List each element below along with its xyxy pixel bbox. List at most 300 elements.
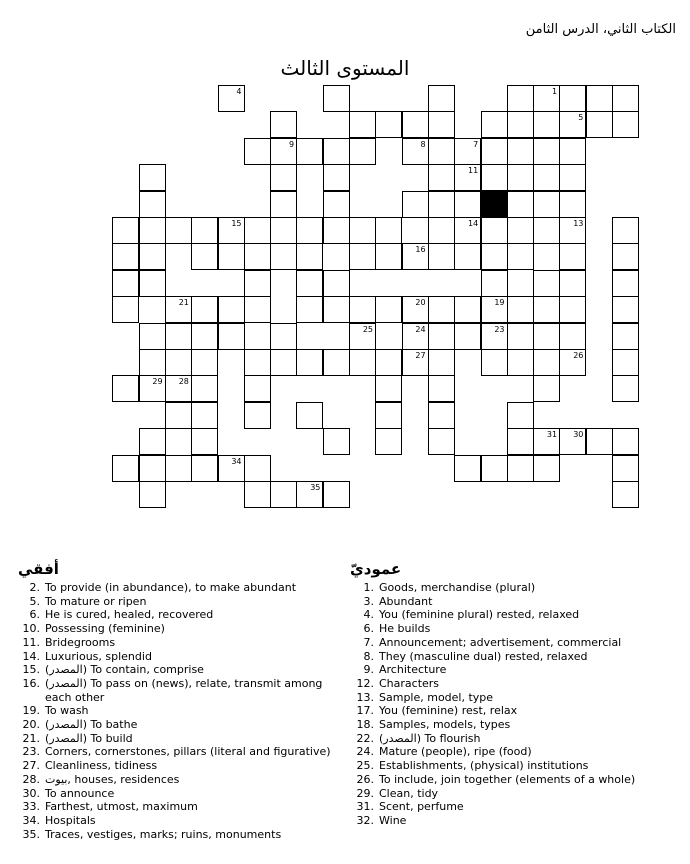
grid-cell[interactable]: [533, 138, 560, 165]
clue-item: [352, 650, 682, 664]
clue-item: [18, 677, 338, 704]
grid-cell[interactable]: [533, 111, 560, 138]
clue-item-text: He is cured, healed, recovered: [45, 608, 214, 622]
grid-cell[interactable]: [349, 138, 376, 165]
grid-cell[interactable]: [559, 428, 586, 455]
grid-cell[interactable]: [428, 138, 455, 165]
grid-cell[interactable]: [559, 164, 586, 191]
grid-cell[interactable]: [296, 402, 323, 429]
grid-cell[interactable]: [323, 270, 350, 297]
clue-item-number: 34.: [22, 813, 40, 827]
clue-item-number: 4.: [363, 608, 374, 622]
clue-item: [352, 732, 682, 746]
grid-cell[interactable]: [507, 428, 534, 455]
grid-cell[interactable]: [428, 402, 455, 429]
grid-cell[interactable]: [270, 243, 297, 270]
grid-cell[interactable]: [244, 138, 271, 165]
grid-cell[interactable]: [270, 138, 297, 165]
grid-cell[interactable]: [323, 217, 350, 244]
clue-number: 29: [152, 377, 163, 387]
grid-cell[interactable]: [296, 270, 323, 297]
clue-item: [352, 691, 682, 705]
grid-cell[interactable]: [218, 217, 245, 244]
grid-cell[interactable]: [559, 349, 586, 376]
grid-cell[interactable]: [349, 243, 376, 270]
grid-cell[interactable]: [139, 270, 166, 297]
clue-item: [352, 745, 682, 759]
grid-cell[interactable]: [349, 296, 376, 323]
grid-cell[interactable]: [191, 455, 218, 482]
grid-cell[interactable]: [507, 111, 534, 138]
clue-number: 8: [420, 139, 426, 149]
grid-cell[interactable]: [612, 481, 639, 508]
grid-cell[interactable]: [533, 191, 560, 218]
clue-item-number: 23.: [22, 745, 40, 759]
grid-cell[interactable]: [323, 428, 350, 455]
grid-cell[interactable]: [244, 402, 271, 429]
grid-cell[interactable]: [402, 138, 429, 165]
grid-cell[interactable]: [559, 243, 586, 270]
clue-item-number: 10.: [22, 622, 40, 636]
clue-item-text: To announce: [45, 786, 115, 800]
clue-number: 15: [231, 219, 242, 228]
clue-item-text: (المصدر) To contain, comprise: [45, 663, 204, 677]
clue-item-text: Samples, models, types: [379, 718, 511, 732]
grid-cell[interactable]: [507, 455, 534, 482]
grid-cell[interactable]: [481, 349, 508, 376]
clue-item-text: To wash: [45, 704, 89, 718]
grid-cell[interactable]: [428, 375, 455, 402]
grid-cell[interactable]: [533, 455, 560, 482]
clue-number: 16: [415, 245, 426, 255]
clue-item-number: 19.: [22, 704, 40, 718]
clue-item-text: To mature or ripen: [45, 594, 147, 608]
clue-number: 34: [231, 456, 242, 466]
clue-number: 7: [473, 139, 479, 149]
grid-cell[interactable]: [533, 296, 560, 323]
clue-item-text: Goods, merchandise (plural): [379, 581, 536, 594]
grid-cell[interactable]: [218, 455, 245, 482]
grid-cell[interactable]: [402, 111, 429, 138]
clue-item-text: (المصدر) To flourish: [379, 731, 481, 745]
grid-cell[interactable]: [507, 243, 534, 270]
grid-cell[interactable]: [428, 217, 455, 244]
grid-cell[interactable]: [612, 455, 639, 482]
grid-cell[interactable]: [454, 243, 481, 270]
grid-cell[interactable]: [296, 243, 323, 270]
clue-item-text: Hospitals: [45, 813, 96, 827]
clue-item-text: Luxurious, splendid: [45, 649, 152, 663]
clue-item-text: Possessing (feminine): [45, 622, 165, 636]
clue-item-text: Announcement; advertisement, commercial: [379, 635, 622, 649]
grid-cell[interactable]: [454, 455, 481, 482]
grid-cell[interactable]: [112, 375, 139, 402]
grid-cell[interactable]: [296, 296, 323, 323]
grid-cell[interactable]: [139, 349, 166, 376]
clue-item-text: Wine: [379, 813, 407, 827]
grid-cell[interactable]: [612, 323, 639, 350]
grid-cell[interactable]: [112, 270, 139, 297]
grid-cell[interactable]: [428, 296, 455, 323]
grid-cell[interactable]: [349, 349, 376, 376]
grid-cell[interactable]: [218, 323, 245, 350]
grid-cell[interactable]: [323, 349, 350, 376]
grid-cell[interactable]: [481, 243, 508, 270]
clue-item: [352, 663, 682, 677]
grid-cell[interactable]: [375, 375, 402, 402]
grid-cell[interactable]: [586, 111, 613, 138]
grid-cell[interactable]: [191, 243, 218, 270]
clue-item: [352, 787, 682, 801]
across-heading: أفقي: [18, 560, 59, 578]
clue-item-number: 35.: [22, 827, 40, 841]
grid-cell[interactable]: [559, 111, 586, 138]
clue-item-number: 6.: [363, 622, 374, 636]
grid-cell[interactable]: [533, 428, 560, 455]
clue-item: [18, 718, 338, 732]
clue-item-text: Architecture: [379, 663, 447, 677]
grid-cell[interactable]: [139, 375, 166, 402]
grid-cell[interactable]: [402, 296, 429, 323]
grid-cell[interactable]: [428, 85, 455, 112]
grid-cell[interactable]: [507, 217, 534, 244]
book-lesson-header: الكتاب الثاني، الدرس الثامن: [525, 22, 676, 37]
grid-cell[interactable]: [481, 111, 508, 138]
clue-item: [18, 663, 338, 677]
clue-item-number: 16.: [22, 676, 40, 690]
grid-cell[interactable]: [139, 323, 166, 350]
clue-item-number: 5.: [29, 594, 40, 608]
grid-cell[interactable]: [375, 428, 402, 455]
grid-cell[interactable]: [375, 402, 402, 429]
clue-number: 14: [468, 219, 479, 228]
grid-cell[interactable]: [139, 243, 166, 270]
clue-item-number: 32.: [356, 813, 374, 827]
grid-cell[interactable]: [244, 296, 271, 323]
grid-cell[interactable]: [507, 138, 534, 165]
grid-cell[interactable]: [454, 217, 481, 244]
grid-cell[interactable]: [191, 217, 218, 244]
grid-cell[interactable]: [139, 481, 166, 508]
grid-cell[interactable]: [507, 85, 534, 112]
clue-item-number: 11.: [22, 635, 40, 649]
clue-item: [352, 581, 682, 595]
clue-item-text: To provide (in abundance), to make abundant: [45, 581, 297, 594]
grid-cell[interactable]: [323, 164, 350, 191]
clue-item: [18, 636, 338, 650]
grid-cell[interactable]: [165, 217, 192, 244]
clue-item-number: 29.: [356, 786, 374, 800]
clue-item-number: 27.: [22, 759, 40, 773]
clue-item-number: 18.: [356, 718, 374, 732]
clue-item-number: 6.: [29, 608, 40, 622]
grid-cell[interactable]: [112, 296, 139, 323]
clue-item-number: 28.: [22, 772, 40, 786]
grid-cell[interactable]: [402, 323, 429, 350]
clue-item-number: 20.: [22, 718, 40, 732]
grid-cell[interactable]: [112, 217, 139, 244]
grid-cell[interactable]: [349, 323, 376, 350]
clue-item-text: (المصدر) To pass on (news), relate, transmit among each other: [45, 676, 323, 704]
clue-item-number: 9.: [363, 663, 374, 677]
grid-cell[interactable]: [481, 217, 508, 244]
grid-cell[interactable]: [481, 138, 508, 165]
clue-item-number: 31.: [356, 800, 374, 814]
clue-number: 26: [573, 351, 584, 360]
grid-cell[interactable]: [559, 270, 586, 297]
grid-cell[interactable]: [270, 349, 297, 376]
grid-cell[interactable]: [349, 111, 376, 138]
clue-item-text: Establishments, (physical) institutions: [379, 759, 589, 773]
grid-cell[interactable]: [612, 217, 639, 244]
level-title: المستوى الثالث: [280, 56, 410, 80]
grid-cell[interactable]: [454, 323, 481, 350]
clue-number: 28: [178, 377, 189, 387]
clue-number: 27: [415, 351, 426, 360]
clue-number: 19: [494, 298, 505, 308]
grid-cell[interactable]: [270, 164, 297, 191]
grid-cell[interactable]: [481, 164, 508, 191]
grid-cell[interactable]: [191, 428, 218, 455]
grid-cell[interactable]: [507, 349, 534, 376]
grid-cell[interactable]: [139, 428, 166, 455]
grid-cell[interactable]: [244, 375, 271, 402]
grid-cell[interactable]: [586, 428, 613, 455]
grid-cell[interactable]: [296, 481, 323, 508]
grid-cell[interactable]: [191, 296, 218, 323]
grid-cell[interactable]: [559, 191, 586, 218]
grid-cell[interactable]: [218, 243, 245, 270]
grid-cell[interactable]: [244, 270, 271, 297]
grid-cell[interactable]: [612, 243, 639, 270]
clue-item: [18, 622, 338, 636]
clue-item: [18, 608, 338, 622]
grid-cell[interactable]: [481, 323, 508, 350]
grid-cell[interactable]: [218, 85, 245, 112]
clue-item-number: 8.: [363, 649, 374, 663]
clue-item-text: (المصدر) To build: [45, 731, 133, 745]
grid-cell[interactable]: [533, 270, 560, 297]
grid-cell[interactable]: [270, 323, 297, 350]
grid-cell[interactable]: [112, 455, 139, 482]
grid-cell[interactable]: [533, 217, 560, 244]
clue-item-text: Scent, perfume: [379, 800, 464, 814]
clue-number: 35: [310, 483, 321, 492]
grid-cell[interactable]: [612, 428, 639, 455]
grid-cell[interactable]: [507, 402, 534, 429]
grid-cell[interactable]: [559, 85, 586, 112]
grid-cell[interactable]: [139, 191, 166, 218]
grid-cell[interactable]: [244, 243, 271, 270]
grid-cell[interactable]: [323, 191, 350, 218]
grid-cell[interactable]: [586, 85, 613, 112]
clue-item: [352, 759, 682, 773]
grid-cell[interactable]: [191, 323, 218, 350]
grid-cell[interactable]: [191, 375, 218, 402]
clue-item: [18, 650, 338, 664]
grid-cell[interactable]: [296, 349, 323, 376]
grid-cell[interactable]: [428, 428, 455, 455]
grid-cell[interactable]: [533, 375, 560, 402]
clue-number: 20: [415, 298, 426, 308]
clue-item-text: They (masculine dual) rested, relaxed: [379, 649, 588, 663]
grid-cell[interactable]: [165, 296, 192, 323]
clue-item: [352, 773, 682, 787]
clue-item-number: 15.: [22, 663, 40, 677]
grid-cell[interactable]: [165, 402, 192, 429]
grid-cell[interactable]: [428, 111, 455, 138]
clue-number: 5: [578, 113, 584, 123]
clue-item-number: 14.: [22, 649, 40, 663]
clue-item-text: You (feminine plural) rested, relaxed: [379, 608, 580, 622]
grid-cell[interactable]: [244, 349, 271, 376]
down-heading: عموديّ: [350, 560, 402, 578]
grid-cell[interactable]: [428, 349, 455, 376]
clue-item: [18, 704, 338, 718]
grid-cell[interactable]: [139, 217, 166, 244]
grid-cell[interactable]: [375, 217, 402, 244]
grid-cell[interactable]: [612, 296, 639, 323]
grid-cell[interactable]: [533, 349, 560, 376]
grid-cell[interactable]: [559, 138, 586, 165]
clue-item-number: 2.: [29, 581, 40, 594]
grid-cell[interactable]: [323, 138, 350, 165]
clue-item: [18, 581, 338, 595]
grid-cell[interactable]: [481, 296, 508, 323]
clue-item-number: 30.: [22, 786, 40, 800]
grid-cell[interactable]: [428, 243, 455, 270]
clue-item: [18, 732, 338, 746]
grid-cell[interactable]: [507, 296, 534, 323]
clue-item: [18, 814, 338, 828]
clue-item-text: (المصدر) To bathe: [45, 718, 138, 732]
grid-cell[interactable]: [454, 164, 481, 191]
clue-item-number: 1.: [363, 581, 374, 594]
grid-cell[interactable]: [559, 296, 586, 323]
grid-cell[interactable]: [428, 164, 455, 191]
clue-number: 25: [362, 324, 373, 334]
grid-cell[interactable]: [244, 481, 271, 508]
clue-item: [352, 608, 682, 622]
clue-item: [352, 814, 682, 828]
grid-cell[interactable]: [165, 323, 192, 350]
clue-item: [18, 773, 338, 787]
grid-cell[interactable]: [507, 164, 534, 191]
grid-cell[interactable]: [454, 296, 481, 323]
grid-cell[interactable]: [402, 191, 429, 218]
grid-cell[interactable]: [533, 85, 560, 112]
clue-item-text: He builds: [379, 622, 431, 636]
grid-cell[interactable]: [559, 323, 586, 350]
clue-item-text: Abundant: [379, 594, 433, 608]
clue-item: [18, 828, 338, 842]
grid-cell[interactable]: [244, 455, 271, 482]
grid-cell[interactable]: [454, 138, 481, 165]
grid-cell[interactable]: [375, 296, 402, 323]
clue-item-number: 21.: [22, 731, 40, 745]
clue-item-text: Traces, vestiges, marks; ruins, monuments: [45, 827, 282, 841]
grid-cell[interactable]: [507, 323, 534, 350]
grid-cell[interactable]: [244, 217, 271, 244]
grid-cell[interactable]: [533, 323, 560, 350]
clue-item-text: بيوت, houses, residences: [45, 772, 180, 786]
grid-cell[interactable]: [112, 243, 139, 270]
grid-cell[interactable]: [323, 481, 350, 508]
clue-item-number: 17.: [356, 704, 374, 718]
grid-cell[interactable]: [139, 164, 166, 191]
grid-cell[interactable]: [375, 243, 402, 270]
clue-number: 13: [573, 219, 584, 228]
grid-cell[interactable]: [402, 349, 429, 376]
clue-item: [18, 745, 338, 759]
clue-number: 9: [289, 139, 295, 149]
grid-cell[interactable]: [428, 191, 455, 218]
grid-cell[interactable]: [296, 217, 323, 244]
clue-number: 31: [546, 430, 558, 440]
clue-item-text: Mature (people), ripe (food): [379, 745, 532, 759]
clue-item-text: Bridegrooms: [45, 635, 116, 649]
grid-cell[interactable]: [375, 349, 402, 376]
grid-cell[interactable]: [191, 349, 218, 376]
across-clue-list: [18, 581, 338, 841]
grid-cell[interactable]: [612, 349, 639, 376]
clue-item: [352, 677, 682, 691]
clue-item-number: 26.: [356, 772, 374, 786]
grid-cell[interactable]: [191, 402, 218, 429]
clue-item-text: Characters: [379, 676, 440, 690]
down-clue-list: [352, 581, 682, 828]
grid-cell[interactable]: [323, 296, 350, 323]
clue-number: 23: [494, 324, 505, 334]
grid-cell[interactable]: [428, 323, 455, 350]
grid-cell[interactable]: [533, 164, 560, 191]
grid-cell[interactable]: [323, 85, 350, 112]
clue-item-text: Farthest, utmost, maximum: [45, 800, 198, 814]
grid-cell[interactable]: [165, 375, 192, 402]
grid-cell[interactable]: [612, 111, 639, 138]
grid-cell[interactable]: [402, 243, 429, 270]
grid-cell[interactable]: [612, 85, 639, 112]
grid-cell[interactable]: [559, 217, 586, 244]
clue-number: 24: [415, 324, 426, 334]
clue-item-number: 22.: [356, 731, 374, 745]
grid-cell[interactable]: [454, 191, 481, 218]
grid-cell[interactable]: [349, 217, 376, 244]
grid-cell[interactable]: [218, 296, 245, 323]
clue-number: 30: [573, 430, 584, 440]
grid-cell[interactable]: [612, 270, 639, 297]
clue-item-text: Corners, cornerstones, pillars (literal and figurative): [45, 745, 331, 759]
clue-item: [18, 800, 338, 814]
clue-item-text: You (feminine) rest, relax: [379, 704, 518, 718]
grid-cell[interactable]: [481, 455, 508, 482]
grid-cell[interactable]: [507, 191, 534, 218]
grid-cell[interactable]: [296, 138, 323, 165]
clue-item: [352, 595, 682, 609]
grid-cell[interactable]: [270, 111, 297, 138]
grid-cell[interactable]: [139, 455, 166, 482]
grid-cell[interactable]: [375, 111, 402, 138]
grid-cell[interactable]: [612, 375, 639, 402]
grid-cell[interactable]: [270, 481, 297, 508]
grid-cell[interactable]: [270, 191, 297, 218]
black-square: [481, 191, 508, 218]
clue-item-text: Cleanliness, tidiness: [45, 759, 158, 773]
grid-cell[interactable]: [165, 455, 192, 482]
grid-cell[interactable]: [481, 270, 508, 297]
clue-number: 1: [552, 87, 558, 96]
clue-item-number: 3.: [363, 594, 374, 608]
